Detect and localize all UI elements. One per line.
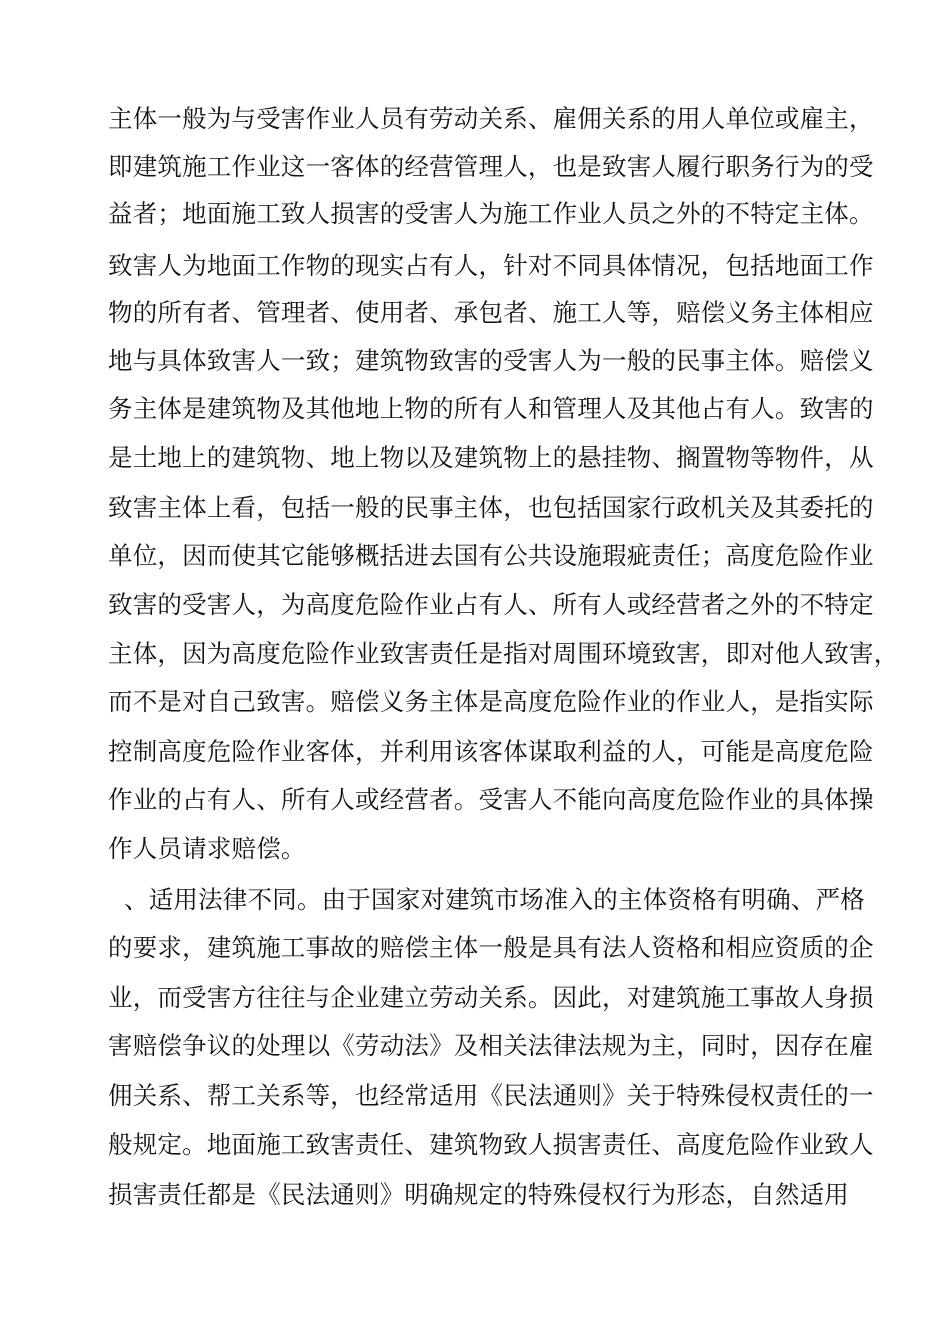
text-line: 致害人为地面工作物的现实占有人，针对不同具体情况，包括地面工作 [108,251,874,280]
text-line: 般规定。地面施工致害责任、建筑物致人损害责任、高度危险作业致人 [108,1130,874,1159]
text-line: 益者；地面施工致人损害的受害人为施工作业人员之外的不特定主体。 [108,199,874,228]
text-line: 地与具体致害人一致；建筑物致害的受害人为一般的民事主体。赔偿义 [108,346,874,375]
paragraph-first-line: 、适用法律不同。由于国家对建筑市场准入的主体资格有明确、严格 [124,885,865,914]
text-line: 控制高度危险作业客体，并利用该客体谋取利益的人，可能是高度危险 [108,737,874,766]
text-line: 主体，因为高度危险作业致害责任是指对周围环境致害，即对他人致害， [108,639,899,668]
text-line: 务主体是建筑物及其他地上物的所有人和管理人及其他占有人。致害的 [108,394,874,423]
text-line: 单位，因而使其它能够概括进去国有公共设施瑕疵责任；高度危险作业 [108,541,874,570]
text-line: 的要求，建筑施工事故的赔偿主体一般是具有法人资格和相应资质的企 [108,933,874,962]
text-line: 损害责任都是《民法通则》明确规定的特殊侵权行为形态，自然适用 [108,1180,849,1209]
text-line: 即建筑施工作业这一客体的经营管理人，也是致害人履行职务行为的受 [108,152,874,181]
text-line: 业，而受害方往往与企业建立劳动关系。因此，对建筑施工事故人身损 [108,983,874,1012]
text-line: 物的所有者、管理者、使用者、承包者、施工人等，赔偿义务主体相应 [108,298,874,327]
text-line: 而不是对自己致害。赔偿义务主体是高度危险作业的作业人，是指实际 [108,687,874,716]
text-line: 致害主体上看，包括一般的民事主体，也包括国家行政机关及其委托的 [108,493,874,522]
text-line: 致害的受害人，为高度危险作业占有人、所有人或经营者之外的不特定 [108,590,874,619]
text-line: 作人员请求赔偿。 [108,834,306,863]
text-line: 主体一般为与受害作业人员有劳动关系、雇佣关系的用人单位或雇主， [108,104,874,133]
text-line: 是土地上的建筑物、地上物以及建筑物上的悬挂物、搁置物等物件，从 [108,443,874,472]
text-line: 作业的占有人、所有人或经营者。受害人不能向高度危险作业的具体操 [108,785,874,814]
text-line: 害赔偿争议的处理以《劳动法》及相关法律法规为主，同时，因存在雇 [108,1031,874,1060]
text-line: 佣关系、帮工关系等，也经常适用《民法通则》关于特殊侵权责任的一 [108,1081,874,1110]
